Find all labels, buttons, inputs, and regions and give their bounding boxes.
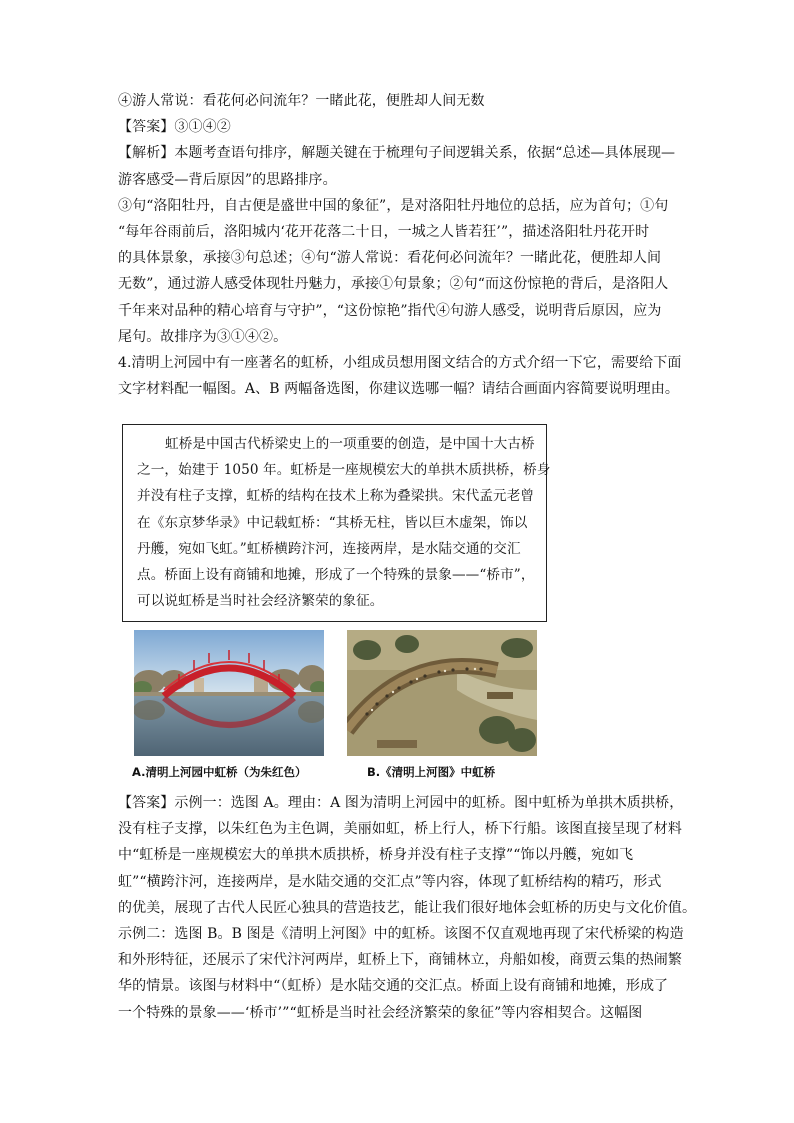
painting-image [347,630,537,756]
text-line: 和外形特征，还展示了宋代汴河两岸，虹桥上下，商铺林立，舟船如梭，商贾云集的热闹繁 [118,952,682,969]
text-line: 4.清明上河园中有一座著名的虹桥，小组成员想用图文结合的方式介绍一下它，需要给下面 [118,355,682,372]
text-line: ④游人常说：看花何必问流年？一睹此花，便胜却人间无数 [118,93,485,109]
box-line: 点。桥面上设有商铺和地摊，形成了一个特殊的景象——“桥市”， [137,567,535,584]
text-line: 的具体景象，承接③句总述；④句“游人常说：看花何必问流年？一睹此花，便胜却人间 [118,250,662,267]
box-line: 可以说虹桥是当时社会经济繁荣的象征。 [137,593,384,610]
box-line: 虹桥是中国古代桥梁史上的一项重要的创造，是中国十大古桥 [165,436,535,452]
text-line: 虹”“横跨汴河，连接两岸，是水陆交通的交汇点”等内容，体现了虹桥结构的精巧，形式 [118,873,662,890]
text-line: 的优美，展现了古代人民匠心独具的营造技艺，能让我们很好地体会虹桥的历史与文化价值。 [118,899,697,916]
text-line: 华的情景。该图与材料中“（虹桥）是水陆交通的交汇点。桥面上设有商铺和地摊，形成了 [118,978,669,995]
text-line: 千年来对品种的精心培育与守护”，“这份惊艳”指代④句游人感受，说明背后原因，应为 [118,302,662,319]
painting-qingming-bridge [347,630,537,756]
text-line: 文字材料配一幅图。A、B 两幅备选图，你建议选哪一幅？请结合画面内容简要说明理由。 [118,381,679,398]
box-line: 并没有柱子支撑，虹桥的结构在技术上称为叠梁拱。宋代孟元老曾 [137,488,535,505]
answer-text [118,790,697,1026]
box-line: 之一，始建于 1050 年。虹桥是一座规模宏大的单拱木质拱桥，桥身 [137,462,551,479]
red-bridge-image [134,630,324,756]
text-line: 游客感受—背后原因”的思路排序。 [118,171,337,188]
top-text [118,88,682,402]
text-line: ③句“洛阳牡丹，自古便是盛世中国的象征”，是对洛阳牡丹地位的总括，应为首句；①句 [118,197,669,214]
text-line: 【解析】本题考查语句排序，解题关键在于梳理句子间逻辑关系，依据“总述—具体展现— [118,145,676,162]
text-line: 没有柱子支撑，以朱红色为主色调，美丽如虹，桥上行人，桥下行船。该图直接呈现了材料 [118,821,682,838]
text-line: 【答案】③①④② [118,119,231,136]
text-line: 中“虹桥是一座规模宏大的单拱木质拱桥，桥身并没有柱子支撑”“饰以丹艧，宛如飞 [118,847,634,864]
text-line: “每年谷雨前后，洛阳城内‘花开花落二十日，一城之人皆若狂’”，描述洛阳牡丹花开时 [118,224,650,241]
caption-b: B.《清明上河图》中虹桥 [367,765,496,779]
text-line: 一个特殊的景象——‘桥市’”“虹桥是当时社会经济繁荣的象征”等内容相契合。这幅图 [118,1004,643,1021]
text-line: 无数”，通过游人感受体现牡丹魅力，承接①句景象；②句“而这份惊艳的背后，是洛阳人 [118,276,669,293]
text-line: 【答案】示例一：选图 A。理由：A 图为清明上河园中的虹桥。图中虹桥为单拱木质拱桥， [118,795,684,811]
box-line: 在《东京梦华录》中记载虹桥：“其桥无柱，皆以巨木虚架，饰以 [137,514,528,531]
material-box [122,424,551,622]
photo-red-bridge [134,630,324,756]
caption-a: A.清明上河园中虹桥（为朱红色） [132,765,307,779]
text-line: 示例二：选图 B。B 图是《清明上河图》中的虹桥。该图不仅直观地再现了宋代桥梁的构造 [118,926,684,943]
box-line: 丹艧，宛如飞虹。”虹桥横跨汴河，连接两岸，是水陆交通的交汇 [137,540,521,557]
text-line: 尾句。故排序为③①④②。 [118,328,288,345]
